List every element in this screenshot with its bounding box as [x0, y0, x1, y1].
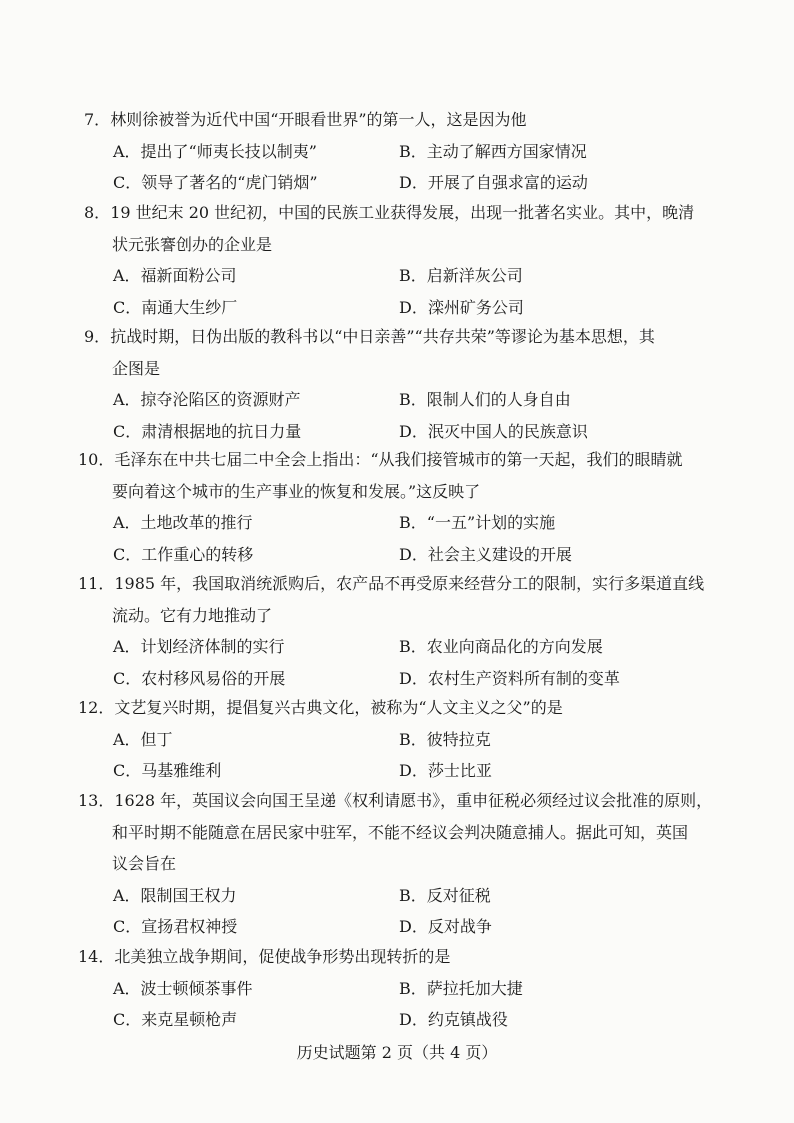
- option-row: [78, 1004, 688, 1036]
- option-a[interactable]: A．土地改革的推行: [113, 513, 253, 532]
- option-c[interactable]: C．南通大生纱厂: [113, 297, 238, 317]
- option-a[interactable]: A．提出了“师夷长技以制夷”: [113, 141, 317, 161]
- question-number: 12．: [78, 698, 115, 717]
- question-14: [78, 941, 688, 1036]
- option-a[interactable]: A．但丁: [113, 729, 173, 749]
- question-13: [78, 785, 713, 943]
- option-a[interactable]: A．福新面粉公司: [113, 266, 237, 285]
- option-b[interactable]: B．萨拉托加大捷: [399, 978, 523, 998]
- option-a[interactable]: A．波士顿倾茶事件: [113, 978, 253, 998]
- option-c[interactable]: C．农村移风易俗的开展: [113, 668, 286, 688]
- option-a[interactable]: A．限制国王权力: [113, 885, 237, 905]
- question-number: 9．: [84, 327, 111, 346]
- option-b[interactable]: B．启新洋灰公司: [399, 266, 523, 285]
- option-d[interactable]: D．莎士比亚: [399, 761, 492, 780]
- question-8: [84, 197, 694, 323]
- option-d[interactable]: D．开展了自强求富的运动: [399, 173, 588, 192]
- option-b[interactable]: B．限制人们的人身自由: [399, 390, 571, 409]
- question-text: 19 世纪末 20 世纪初，中国的民族工业获得发展，出现一批著名实业。其中，晚清: [110, 203, 695, 222]
- question-stem: [84, 104, 694, 136]
- question-text-cont: 和平时期不能随意在居民家中驻军，不能不经议会判决随意捕人。据此可知，英国: [112, 822, 689, 842]
- options: [84, 260, 694, 323]
- options: [78, 973, 688, 1036]
- option-c[interactable]: C．宣扬君权神授: [113, 917, 238, 936]
- question-text: 林则徐被誉为近代中国“开眼看世界”的第一人，这是因为他: [110, 110, 527, 129]
- question-number: 8．: [84, 203, 111, 222]
- question-text: 文艺复兴时期，提倡复兴古典文化，被称为“人文主义之父”的是: [114, 698, 563, 717]
- options: [84, 136, 694, 199]
- option-b[interactable]: B．主动了解西方国家情况: [399, 141, 587, 161]
- option-b[interactable]: B．农业向商品化的方向发展: [399, 637, 603, 656]
- question-number: 7．: [84, 110, 111, 129]
- question-text: 毛泽东在中共七届二中全会上指出：“从我们接管城市的第一天起，我们的眼睛就: [114, 450, 683, 469]
- question-text: 1985 年，我国取消统派购后，农产品不再受原来经营分工的限制，实行多渠道直线: [114, 574, 705, 593]
- option-d[interactable]: D．约克镇战役: [399, 1010, 508, 1029]
- question-stem: [84, 321, 694, 353]
- option-b[interactable]: B．“一五”计划的实施: [399, 513, 556, 532]
- option-row: [84, 384, 694, 416]
- option-c[interactable]: C．工作重心的转移: [113, 544, 254, 564]
- option-a[interactable]: A．计划经济体制的实行: [113, 637, 285, 656]
- option-row: [78, 631, 688, 663]
- option-row: [78, 507, 688, 539]
- option-row: [78, 973, 688, 1005]
- options: [78, 724, 688, 787]
- options: [78, 880, 688, 943]
- question-text-cont: 要向着这个城市的生产事业的恢复和发展。”这反映了: [112, 481, 481, 501]
- option-row: [78, 724, 688, 756]
- option-row: [84, 292, 694, 324]
- question-text: 抗战时期，日伪出版的教科书以“中日亲善”“共存共荣”等谬论为基本思想，其: [110, 327, 655, 346]
- options: [78, 507, 688, 570]
- option-c[interactable]: C．马基雅维利: [113, 761, 222, 780]
- option-b[interactable]: B．反对征税: [399, 885, 491, 905]
- option-row: [84, 136, 694, 168]
- question-stem: [78, 692, 688, 724]
- question-stem: [84, 197, 694, 229]
- options: [78, 631, 688, 694]
- option-row: [84, 167, 694, 199]
- question-number: 11．: [78, 574, 115, 593]
- question-text-cont: 议会旨在: [112, 854, 177, 873]
- question-12: [78, 692, 688, 787]
- option-d[interactable]: D．泯灭中国人的民族意识: [399, 421, 588, 441]
- option-row: [78, 663, 688, 695]
- option-c[interactable]: C．肃清根据地的抗日力量: [113, 421, 302, 441]
- option-a[interactable]: A．掠夺沦陷区的资源财产: [113, 390, 301, 409]
- question-11: [78, 568, 705, 694]
- option-row: [84, 260, 694, 292]
- question-text: 1628 年，英国议会向国王呈递《权利请愿书》，重申征税必须经过议会批准的原则，: [114, 791, 713, 810]
- option-d[interactable]: D．反对战争: [399, 917, 492, 936]
- question-10: [78, 444, 688, 570]
- option-row: [78, 539, 688, 571]
- question-stem: [78, 444, 688, 476]
- question-text-cont: 企图是: [112, 358, 161, 378]
- question-text: 北美独立战争期间，促使战争形势出现转折的是: [114, 947, 451, 966]
- question-stem: [78, 568, 705, 600]
- option-c[interactable]: C．来克星顿枪声: [113, 1010, 238, 1029]
- option-row: [78, 880, 688, 912]
- option-d[interactable]: D．农村生产资料所有制的变革: [399, 668, 620, 688]
- options: [84, 384, 694, 447]
- option-c[interactable]: C．领导了著名的“虎门销烟”: [113, 173, 318, 192]
- question-number: 14．: [78, 947, 115, 966]
- option-d[interactable]: D．社会主义建设的开展: [399, 544, 572, 564]
- option-d[interactable]: D．滦州矿务公司: [399, 297, 524, 317]
- option-b[interactable]: B．彼特拉克: [399, 729, 491, 749]
- question-stem: [78, 785, 713, 817]
- question-number: 10．: [78, 450, 115, 469]
- question-stem: [78, 941, 688, 973]
- question-7: [84, 104, 694, 199]
- question-text-cont: 状元张謇创办的企业是: [112, 234, 273, 254]
- question-9: [84, 321, 694, 447]
- question-number: 13．: [78, 791, 115, 810]
- option-row: [78, 911, 688, 943]
- page-footer: 历史试题第 2 页（共 4 页）: [296, 1043, 498, 1062]
- option-row: [78, 755, 688, 787]
- option-row: [84, 416, 694, 448]
- question-text-cont: 流动。它有力地推动了: [112, 605, 273, 625]
